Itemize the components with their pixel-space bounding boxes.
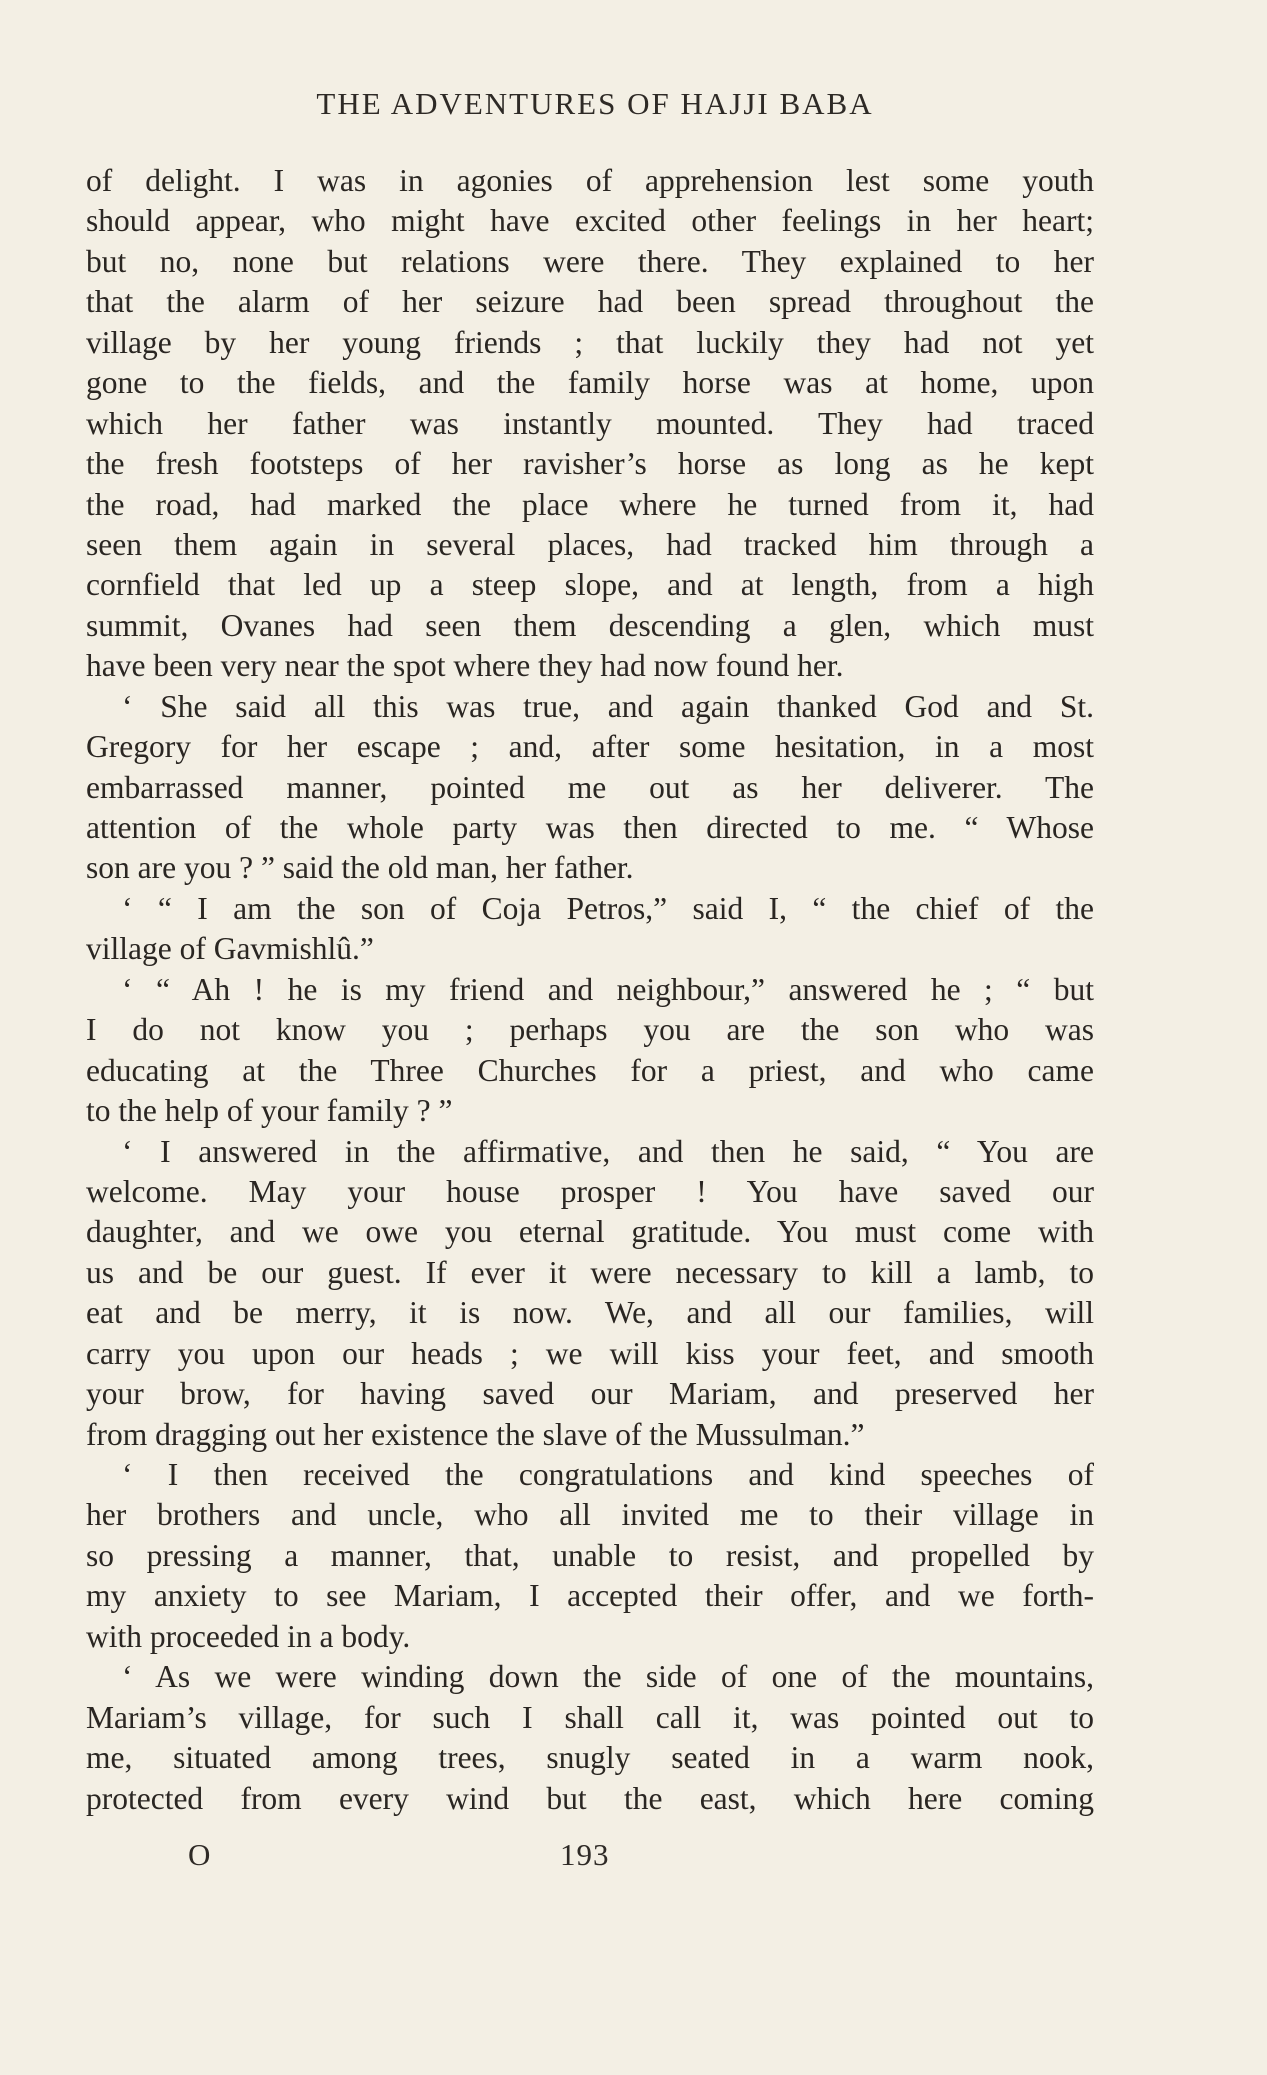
text-line: protected from every wind but the east, which here coming (86, 1780, 1094, 1816)
text-line: my anxiety to see Mariam, I accepted their offer, and we forth- (86, 1578, 1094, 1614)
text-line: the road, had marked the place where he turned from it, had (86, 486, 1094, 522)
text-line: so pressing a manner, that, unable to resist, and propelled by (86, 1537, 1094, 1573)
page-footer (0, 1837, 1267, 1881)
text-line: ‘ “ I am the son of Coja Petros,” said I, “ the chief of the (122, 890, 1094, 926)
text-line: but no, none but relations were there. They explained to her (86, 243, 1094, 279)
text-line: village by her young friends ; that luckily they had not yet (86, 324, 1094, 360)
text-line: her brothers and uncle, who all invited me to their village in (86, 1497, 1094, 1533)
text-line: from dragging out her existence the slave of the Mussulman.” (86, 1416, 865, 1452)
text-line: Gregory for her escape ; and, after some hesitation, in a most (86, 729, 1094, 765)
text-line: eat and be merry, it is now. We, and all our families, will (86, 1295, 1094, 1331)
text-line: summit, Ovanes had seen them descending a glen, which must (86, 607, 1094, 643)
text-line: your brow, for having saved our Mariam, and preserved her (86, 1376, 1094, 1412)
text-line: gone to the fields, and the family horse was at home, upon (86, 365, 1094, 401)
text-line: ‘ As we were winding down the side of one of the mountains, (122, 1659, 1094, 1695)
text-line: have been very near the spot where they had now found her. (86, 648, 844, 684)
text-line: son are you ? ” said the old man, her father. (86, 850, 634, 886)
text-line: ‘ “ Ah ! he is my friend and neighbour,” answered he ; “ but (122, 971, 1094, 1007)
text-line: Mariam’s village, for such I shall call it, was pointed out to (86, 1699, 1094, 1735)
text-line: ‘ She said all this was true, and again thanked God and St. (122, 688, 1094, 724)
text-line: embarrassed manner, pointed me out as her deliverer. The (86, 769, 1094, 805)
text-line: that the alarm of her seizure had been spread throughout the (86, 284, 1094, 320)
text-line: ‘ I then received the congratulations and kind speeches of (122, 1457, 1094, 1492)
text-line: with proceeded in a body. (86, 1618, 411, 1654)
text-line: us and be our guest. If ever it were necessary to kill a lamb, to (86, 1254, 1094, 1290)
body-text (86, 161, 1094, 1819)
text-line: ‘ I answered in the affirmative, and then he said, “ You are (122, 1133, 1094, 1169)
text-line: educating at the Three Churches for a priest, and who came (86, 1052, 1094, 1088)
signature-mark: O (188, 1837, 211, 1872)
running-head: THE ADVENTURES OF HAJJI BABA (316, 86, 874, 121)
text-line: me, situated among trees, snugly seated in a warm nook, (86, 1740, 1094, 1776)
page-number: 193 (560, 1837, 610, 1872)
text-line: I do not know you ; perhaps you are the son who was (86, 1012, 1094, 1048)
text-line: seen them again in several places, had tracked him through a (86, 526, 1094, 562)
text-line: carry you upon our heads ; we will kiss your feet, and smooth (86, 1335, 1094, 1371)
text-line: of delight. I was in agonies of apprehension lest some youth (86, 163, 1094, 198)
text-line: welcome. May your house prosper ! You have saved our (86, 1173, 1094, 1209)
text-line: to the help of your family ? ” (86, 1093, 453, 1129)
text-line: cornfield that led up a steep slope, and at length, from a high (86, 567, 1094, 603)
text-line: village of Gavmishlû.” (86, 931, 374, 967)
text-line: attention of the whole party was then directed to me. “ Whose (86, 810, 1094, 845)
text-line: should appear, who might have excited other feelings in her heart; (86, 203, 1094, 239)
text-line: which her father was instantly mounted. They had traced (86, 405, 1094, 441)
text-line: the fresh footsteps of her ravisher’s horse as long as he kept (86, 446, 1094, 482)
text-line: daughter, and we owe you eternal gratitude. You must come with (86, 1214, 1094, 1250)
